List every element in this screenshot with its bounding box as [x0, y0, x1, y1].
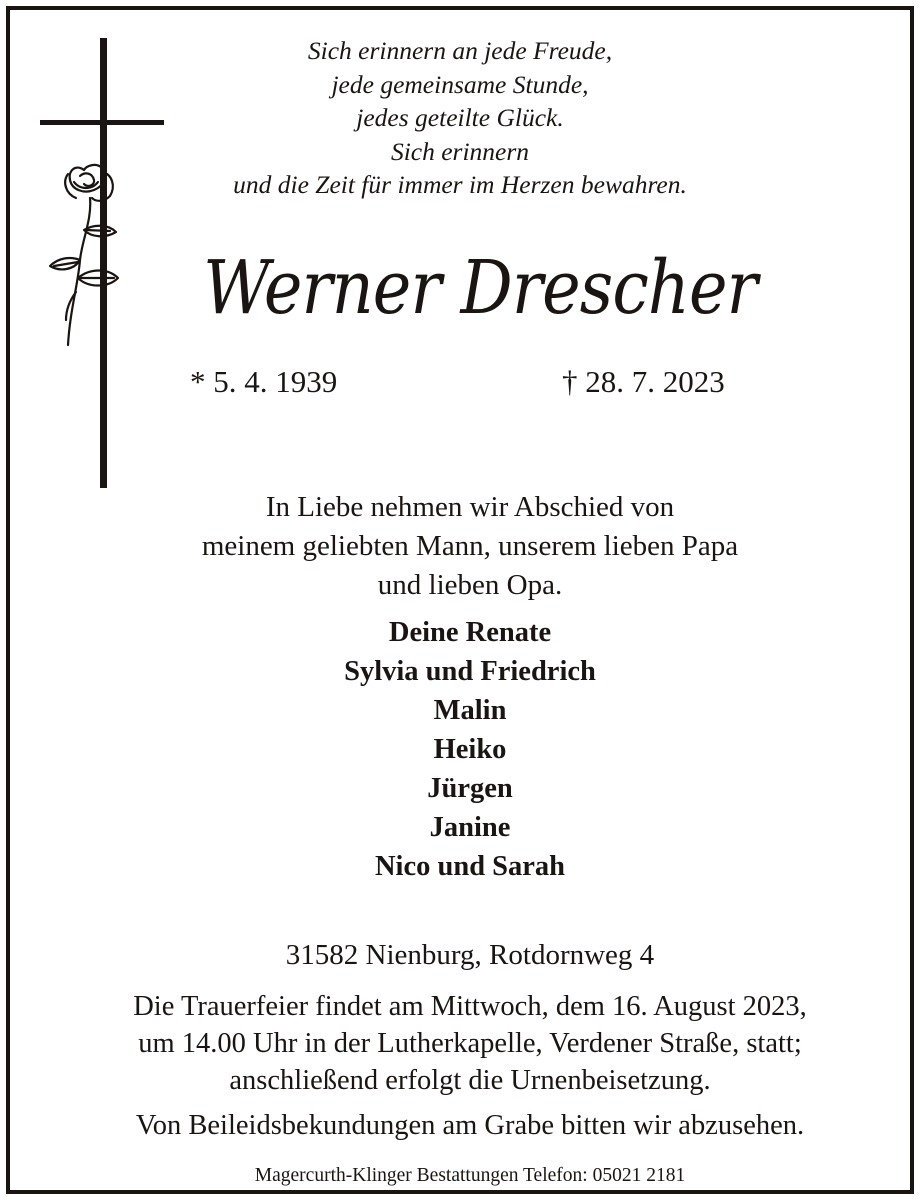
family-address: 31582 Nienburg, Rotdornweg 4: [285, 939, 655, 971]
rose-icon: [40, 160, 140, 350]
condolence-note: Von Beileidsbekundungen am Grabe bitten wir abzusehen.: [135, 1110, 805, 1141]
farewell-text: [70, 488, 870, 605]
death-date: † 28. 7. 2023: [562, 364, 725, 399]
family-list: [170, 613, 770, 886]
birth-date: * 5. 4. 1939: [190, 364, 338, 399]
family-member: Jürgen: [427, 773, 513, 804]
poem-line: Sich erinnern an jede Freude,: [307, 36, 613, 65]
obituary-frame: [6, 6, 914, 1194]
family-member: Heiko: [433, 734, 507, 765]
poem-line: jedes geteilte Glück.: [356, 103, 564, 132]
ceremony-details: [30, 988, 910, 1099]
poem-line: jede gemeinsame Stunde,: [331, 69, 589, 99]
family-member: Deine Renate: [388, 617, 552, 648]
farewell-line: und lieben Opa.: [377, 569, 563, 601]
family-member: Sylvia und Friedrich: [344, 656, 596, 687]
ceremony-line: anschließend erfolgt die Urnenbeisetzung.: [229, 1065, 711, 1096]
cross-horizontal-beam: [40, 120, 164, 125]
poem-line: Sich erinnern: [390, 136, 530, 166]
farewell-line: In Liebe nehmen wir Abschied von: [265, 491, 675, 523]
poem: [170, 34, 750, 202]
ceremony-line: um 14.00 Uhr in der Lutherkapelle, Verdener Straße, statt;: [138, 1028, 802, 1059]
ceremony-line: Die Trauerfeier findet am Mittwoch, dem 16. August 2023,: [133, 991, 807, 1022]
funeral-home-footer: Magercurth-Klinger Bestattungen Telefon: 05021 2181: [254, 1165, 686, 1186]
farewell-line: meinem geliebten Mann, unserem lieben Papa: [201, 530, 739, 562]
family-member: Nico und Sarah: [374, 851, 566, 882]
deceased-name: Werner Drescher: [203, 245, 757, 331]
family-member: Janine: [429, 812, 511, 843]
family-member: Malin: [433, 695, 507, 726]
poem-line: und die Zeit für immer im Herzen bewahren.: [233, 170, 687, 199]
